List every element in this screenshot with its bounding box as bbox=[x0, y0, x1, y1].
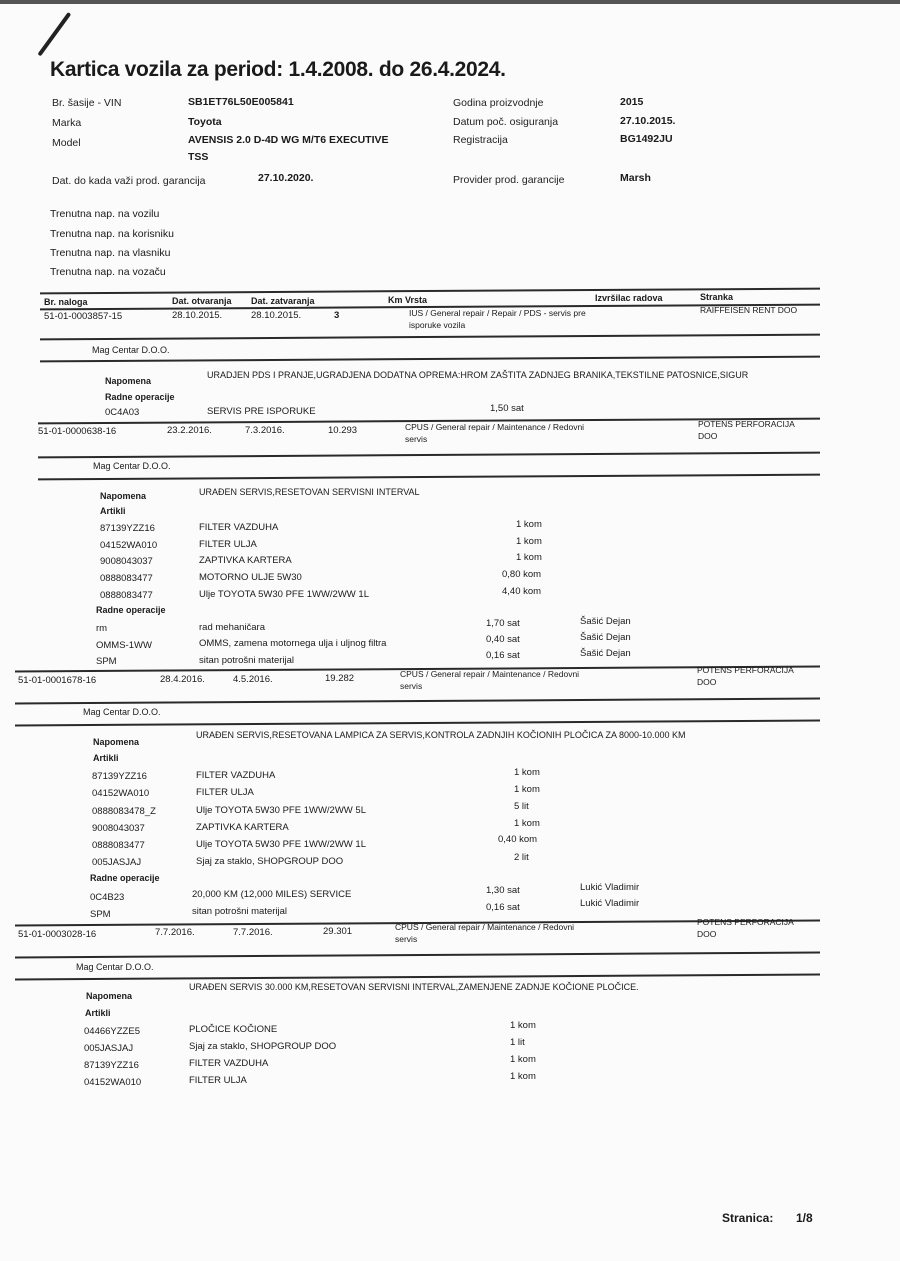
divider bbox=[15, 698, 820, 705]
article-desc: Ulje TOYOTA 5W30 PFE 1WW/2WW 5L bbox=[196, 805, 366, 816]
article-qty: 2 lit bbox=[514, 852, 529, 863]
operation-qty: 0,16 sat bbox=[486, 650, 520, 661]
article-qty: 1 kom bbox=[516, 536, 542, 547]
operation-qty: 0,16 sat bbox=[486, 902, 520, 913]
article-desc: FILTER VAZDUHA bbox=[199, 522, 279, 533]
note-label: Napomena bbox=[100, 491, 147, 501]
vin-label: Br. šasije - VIN bbox=[52, 97, 122, 109]
model-value-line1: AVENSIS 2.0 D-4D WG M/T6 EXECUTIVE bbox=[188, 134, 389, 146]
order-number: 51-01-0001678-16 bbox=[18, 675, 97, 686]
article-code: 87139YZZ16 bbox=[84, 1060, 139, 1071]
divider bbox=[15, 974, 820, 981]
article-code: 87139YZZ16 bbox=[92, 771, 147, 782]
article-qty: 1 kom bbox=[514, 784, 540, 795]
order-type: CPUS / General repair / Maintenance / Redovni servis bbox=[405, 422, 585, 444]
operation-desc: sitan potrošni materijal bbox=[192, 906, 288, 917]
article-desc: FILTER ULJA bbox=[196, 787, 254, 798]
divider bbox=[15, 720, 820, 727]
article-code: 04152WA010 bbox=[100, 540, 158, 551]
article-qty: 1 lit bbox=[510, 1037, 525, 1048]
make-value: Toyota bbox=[188, 116, 222, 128]
note-owner: Trenutna nap. na vlasniku bbox=[50, 247, 171, 259]
order-closed: 7.3.2016. bbox=[245, 425, 285, 436]
article-code: 0888083478_Z bbox=[92, 806, 156, 817]
year-value: 2015 bbox=[620, 96, 644, 108]
header-order: Br. naloga bbox=[44, 297, 88, 307]
note-label: Napomena bbox=[93, 737, 140, 747]
operation-worker: Lukić Vladimir bbox=[580, 898, 640, 909]
article-qty: 4,40 kom bbox=[502, 586, 542, 597]
workshop-name: Mag Centar D.O.O. bbox=[92, 345, 170, 355]
header-party: Stranka bbox=[700, 292, 734, 302]
header-closed: Dat. zatvaranja bbox=[251, 296, 315, 306]
article-code: 005JASJAJ bbox=[84, 1043, 134, 1054]
operations-label: Radne operacije bbox=[96, 605, 166, 615]
article-code: 04152WA010 bbox=[92, 788, 150, 799]
order-number: 51-01-0003028-16 bbox=[18, 929, 97, 940]
order-opened: 28.10.2015. bbox=[172, 310, 223, 321]
order-km: 10.293 bbox=[328, 425, 358, 436]
operation-qty: 1,30 sat bbox=[486, 885, 520, 896]
order-closed: 7.7.2016. bbox=[233, 927, 273, 938]
divider bbox=[40, 356, 820, 363]
divider bbox=[38, 474, 820, 481]
year-label: Godina proizvodnje bbox=[453, 97, 544, 109]
operation-code: OMMS-1WW bbox=[96, 640, 152, 651]
make-label: Marka bbox=[52, 117, 82, 129]
note-label: Napomena bbox=[86, 991, 133, 1001]
article-desc: FILTER ULJA bbox=[199, 539, 257, 550]
order-note: URAĐEN SERVIS,RESETOVAN SERVISNI INTERVAL bbox=[199, 487, 420, 497]
article-qty: 1 kom bbox=[510, 1054, 536, 1065]
operations-label: Radne operacije bbox=[105, 392, 175, 402]
operation-qty: 1,50 sat bbox=[490, 403, 524, 414]
order-type: IUS / General repair / Repair / PDS - servis pre isporuke vozila bbox=[409, 308, 586, 330]
operation-code: rm bbox=[96, 623, 108, 634]
article-code: 9008043037 bbox=[92, 823, 145, 834]
order-note: URAĐEN SERVIS 30.000 KM,RESETOVAN SERVISNI INTERVAL,ZAMENJENE ZADNJE KOČIONE PLOČICE. bbox=[189, 982, 639, 992]
article-qty: 0,80 kom bbox=[502, 569, 542, 580]
operation-desc: 20,000 KM (12,000 MILES) SERVICE bbox=[192, 889, 352, 900]
order-note: URADJEN PDS I PRANJE,UGRADJENA DODATNA OPREMA:HROM ZAŠTITA ZADNJEG BRANIKA,TEKSTILNE PATOSNICE,SIGUR bbox=[207, 370, 749, 380]
article-desc: Sjaj za staklo, SHOPGROUP DOO bbox=[196, 856, 344, 867]
article-code: 0888083477 bbox=[100, 573, 153, 584]
operation-worker: Šašić Dejan bbox=[580, 632, 631, 643]
operation-worker: Lukić Vladimir bbox=[580, 882, 640, 893]
insurance-start-label: Datum poč. osiguranja bbox=[453, 116, 559, 128]
articles-label: Artikli bbox=[85, 1008, 111, 1018]
workshop-name: Mag Centar D.O.O. bbox=[83, 707, 161, 717]
order-party: RAIFFEISEN RENT DOO bbox=[700, 305, 798, 315]
article-qty: 1 kom bbox=[516, 519, 542, 530]
order-party: POTENS PERFORACIJA DOO bbox=[697, 665, 794, 687]
article-desc: FILTER VAZDUHA bbox=[189, 1058, 269, 1069]
article-desc: FILTER ULJA bbox=[189, 1075, 247, 1086]
article-desc: Ulje TOYOTA 5W30 PFE 1WW/2WW 1L bbox=[196, 839, 366, 850]
order-opened: 7.7.2016. bbox=[155, 927, 195, 938]
operation-qty: 0,40 sat bbox=[486, 634, 520, 645]
article-code: 005JASJAJ bbox=[92, 857, 142, 868]
articles-label: Artikli bbox=[100, 506, 126, 516]
page-number: 1/8 bbox=[796, 1211, 813, 1225]
order-number: 51-01-0000638-16 bbox=[38, 426, 117, 437]
article-qty: 1 kom bbox=[516, 552, 542, 563]
order-number: 51-01-0003857-15 bbox=[44, 311, 123, 322]
pen-mark-icon bbox=[37, 12, 71, 56]
operation-code: 0C4A03 bbox=[105, 407, 140, 418]
order-party: POTENS PERFORACIJA DOO bbox=[697, 917, 794, 939]
divider bbox=[15, 952, 820, 959]
article-desc: Sjaj za staklo, SHOPGROUP DOO bbox=[189, 1041, 337, 1052]
operation-desc: rad mehaničara bbox=[199, 622, 266, 633]
order-closed: 4.5.2016. bbox=[233, 674, 273, 685]
warranty-value: 27.10.2020. bbox=[258, 172, 314, 184]
operation-desc: OMMS, zamena motornega ulja i uljnog filtra bbox=[199, 638, 387, 649]
article-desc: ZAPTIVKA KARTERA bbox=[199, 555, 292, 566]
page-label: Stranica: bbox=[722, 1211, 774, 1225]
vin-value: SB1ET76L50E005841 bbox=[188, 96, 294, 108]
operation-desc: sitan potrošni materijal bbox=[199, 655, 295, 666]
operations-label: Radne operacije bbox=[90, 873, 160, 883]
article-desc: MOTORNO ULJE 5W30 bbox=[199, 572, 302, 583]
operation-code: SPM bbox=[90, 909, 111, 920]
articles-label: Artikli bbox=[93, 753, 119, 763]
provider-value: Marsh bbox=[620, 172, 651, 184]
article-desc: PLOČICE KOČIONE bbox=[189, 1024, 278, 1035]
provider-label: Provider prod. garancije bbox=[453, 174, 565, 186]
model-label: Model bbox=[52, 137, 81, 149]
article-desc: Ulje TOYOTA 5W30 PFE 1WW/2WW 1L bbox=[199, 589, 369, 600]
operation-code: SPM bbox=[96, 656, 117, 667]
document-title: Kartica vozila za period: 1.4.2008. do 26.4.2024. bbox=[50, 58, 506, 81]
article-desc: FILTER VAZDUHA bbox=[196, 770, 276, 781]
article-qty: 1 kom bbox=[514, 767, 540, 778]
article-code: 0888083477 bbox=[92, 840, 145, 851]
order-closed: 28.10.2015. bbox=[251, 310, 302, 321]
workshop-name: Mag Centar D.O.O. bbox=[93, 461, 171, 471]
article-code: 9008043037 bbox=[100, 556, 153, 567]
divider bbox=[40, 334, 820, 341]
order-type: CPUS / General repair / Maintenance / Redovni servis bbox=[395, 922, 575, 944]
article-code: 87139YZZ16 bbox=[100, 523, 155, 534]
article-code: 04466YZZE5 bbox=[84, 1026, 140, 1037]
operation-worker: Šašić Dejan bbox=[580, 616, 631, 627]
operation-code: 0C4B23 bbox=[90, 892, 125, 903]
order-opened: 28.4.2016. bbox=[160, 674, 205, 685]
article-qty: 0,40 kom bbox=[498, 834, 538, 845]
order-party: POTENS PERFORACIJA DOO bbox=[698, 419, 795, 441]
order-opened: 23.2.2016. bbox=[167, 425, 212, 436]
model-value-line2: TSS bbox=[188, 151, 209, 163]
order-type: CPUS / General repair / Maintenance / Redovni servis bbox=[400, 669, 580, 691]
order-km: 29.301 bbox=[323, 926, 353, 937]
note-label: Napomena bbox=[105, 376, 152, 386]
order-km: 19.282 bbox=[325, 673, 355, 684]
article-qty: 1 kom bbox=[510, 1020, 536, 1031]
article-qty: 5 lit bbox=[514, 801, 529, 812]
article-desc: ZAPTIVKA KARTERA bbox=[196, 822, 289, 833]
insurance-start-value: 27.10.2015. bbox=[620, 115, 676, 127]
warranty-label: Dat. do kada važi prod. garancija bbox=[52, 175, 206, 187]
workshop-name: Mag Centar D.O.O. bbox=[76, 962, 154, 972]
article-code: 04152WA010 bbox=[84, 1077, 142, 1088]
order-km: 3 bbox=[334, 310, 340, 321]
header-km-type: Km Vrsta bbox=[388, 295, 428, 305]
operation-qty: 1,70 sat bbox=[486, 618, 520, 629]
note-driver: Trenutna nap. na vozaču bbox=[50, 266, 166, 278]
divider bbox=[38, 452, 820, 459]
operation-desc: SERVIS PRE ISPORUKE bbox=[207, 406, 316, 417]
top-border bbox=[0, 0, 900, 4]
registration-label: Registracija bbox=[453, 134, 508, 146]
header-executor: Izvršilac radova bbox=[595, 293, 663, 303]
article-code: 0888083477 bbox=[100, 590, 153, 601]
operation-worker: Šašić Dejan bbox=[580, 648, 631, 659]
order-note: URAĐEN SERVIS,RESETOVANA LAMPICA ZA SERVIS,KONTROLA ZADNJIH KOČIONIH PLOČICA ZA 8000-10.000 KM bbox=[196, 730, 686, 740]
header-opened: Dat. otvaranja bbox=[172, 296, 232, 306]
registration-value: BG1492JU bbox=[620, 133, 673, 145]
article-qty: 1 kom bbox=[514, 818, 540, 829]
note-vehicle: Trenutna nap. na vozilu bbox=[50, 208, 160, 220]
note-user: Trenutna nap. na korisniku bbox=[50, 228, 174, 240]
article-qty: 1 kom bbox=[510, 1071, 536, 1082]
